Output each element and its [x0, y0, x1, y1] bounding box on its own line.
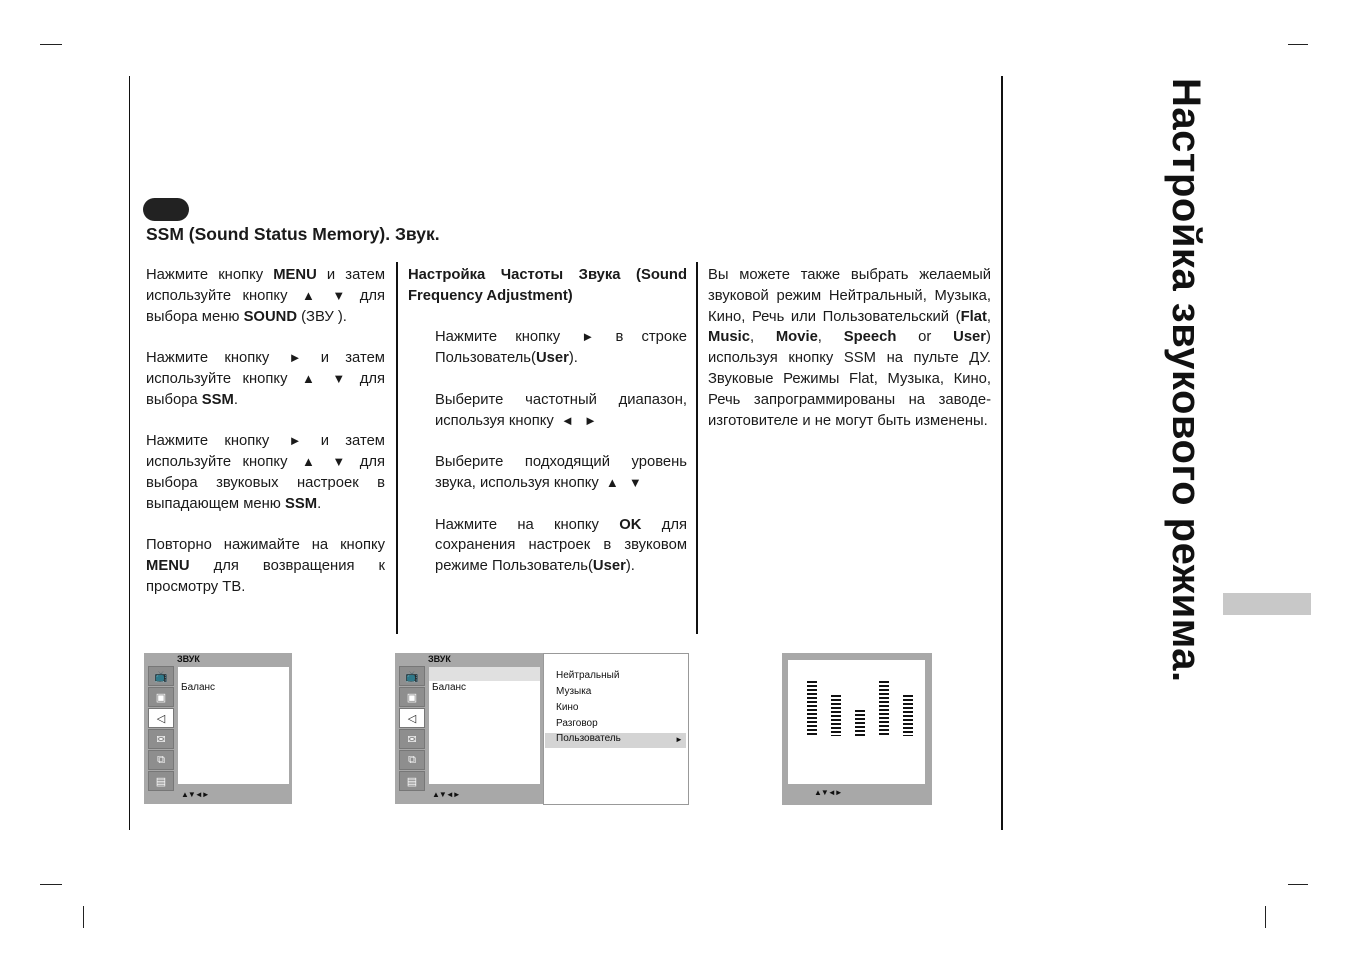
step-1: Нажмите кнопку MENU и затем используйте кнопку ▲ ▼ для выбора меню SOUND (ЗВУ ).	[146, 267, 385, 325]
column-divider-2	[696, 262, 698, 634]
up-arrow-icon: ▲	[301, 287, 315, 303]
right-arrow-icon: ►	[288, 433, 302, 449]
picture-icon: ▣	[148, 687, 174, 707]
down-arrow-icon: ▼	[332, 370, 346, 386]
option-neutral[interactable]: Нейтральный	[556, 670, 620, 681]
osd-sound-menu	[144, 653, 292, 804]
equalizer-band-1[interactable]	[807, 681, 817, 736]
sound-icon: ◁	[148, 708, 174, 728]
sound-icon: ◁	[399, 708, 425, 728]
osd-ssm-menu	[395, 653, 543, 804]
sub-step-4: Нажмите на кнопку OK для сохранения настроек в звуковом режиме Пользователь(User).	[435, 516, 687, 575]
submenu-arrow-icon: ►	[675, 735, 683, 744]
left-arrow-icon: ◄	[560, 412, 574, 428]
balance-item: Баланс	[181, 682, 216, 693]
option-cinema[interactable]: Кино	[556, 702, 579, 713]
osd-pane	[429, 667, 540, 784]
option-user[interactable]: Пользователь	[556, 733, 621, 744]
osd-caption: ЗВУК	[177, 654, 200, 664]
nav-arrows-icon: ▲▼◄►	[181, 790, 209, 799]
up-arrow-icon: ▲	[301, 370, 315, 386]
pip-icon: ⧉	[399, 750, 425, 770]
step-4: Повторно нажимайте на кнопку MENU для возвращения к просмотру ТВ.	[146, 537, 385, 595]
up-arrow-icon: ▲	[605, 474, 619, 490]
balance-item: Баланс	[432, 682, 467, 693]
osd-caption: ЗВУК	[428, 654, 451, 664]
osd-equalizer	[782, 653, 932, 805]
crop-mark	[40, 44, 62, 45]
tv-icon: 📺	[399, 666, 425, 686]
right-margin-line	[1001, 76, 1003, 830]
down-arrow-icon: ▼	[628, 474, 642, 490]
step-3: Нажмите кнопку ► и затем используйте кнопку ▲ ▼ для выбора звуковых настроек в выпадающем меню SSM.	[146, 433, 385, 512]
crop-mark	[40, 884, 62, 885]
page-vertical-title: Настройка звукового режима.	[1164, 78, 1208, 683]
down-arrow-icon: ▼	[332, 454, 346, 470]
option-speech[interactable]: Разговор	[556, 718, 598, 729]
nav-arrows-icon: ▲▼◄►	[814, 788, 842, 797]
crop-mark	[1288, 884, 1308, 885]
instructions-column-3	[708, 265, 991, 452]
step-2: Нажмите кнопку ► и затем используйте кнопку ▲ ▼ для выбора SSM.	[146, 350, 385, 408]
ssm-highlight	[429, 667, 540, 681]
equalizer-band-4[interactable]	[879, 681, 889, 736]
crop-mark	[1288, 44, 1308, 45]
left-margin-line	[129, 76, 130, 830]
lock-icon: ▤	[399, 771, 425, 791]
column-divider-1	[396, 262, 398, 634]
right-arrow-icon: ►	[583, 412, 597, 428]
sound-mode-note: Вы можете также выбрать желаемый звуковой режим Нейтральный, Музыка, Кино, Речь или Пользовательский (Flat, Music, Movie, Speech or User) используя кнопку SSM на пульте ДУ. Звуковые Режимы Flat, Музыка, Кино, Речь запрограммированы на заводе-изготовителе и не могут быть изменены.	[708, 267, 991, 429]
sub-step-1: Нажмите кнопку ► в строке Пользователь(User).	[435, 329, 687, 367]
right-arrow-icon: ►	[581, 329, 595, 345]
chapter-tab	[1223, 593, 1311, 615]
down-arrow-icon: ▼	[332, 287, 346, 303]
sub-step-2: Выберите частотный диапазон, используя кнопку ◄ ►	[435, 390, 687, 432]
crop-mark	[83, 906, 84, 928]
up-arrow-icon: ▲	[301, 454, 315, 470]
time-icon: ✉	[148, 729, 174, 749]
equalizer-band-2[interactable]	[831, 695, 841, 736]
time-icon: ✉	[399, 729, 425, 749]
pip-icon: ⧉	[148, 750, 174, 770]
right-arrow-icon: ►	[288, 350, 302, 366]
instructions-column-2	[408, 265, 687, 598]
lock-icon: ▤	[148, 771, 174, 791]
equalizer-pane	[788, 660, 925, 784]
column-2-heading: Настройка Частоты Звука (Sound Frequency Adjustment)	[408, 267, 687, 304]
section-marker	[143, 198, 189, 221]
ssm-dropdown	[543, 653, 689, 805]
equalizer-bars	[803, 678, 913, 738]
crop-mark	[1265, 906, 1266, 928]
equalizer-band-3[interactable]	[855, 710, 865, 736]
equalizer-band-5[interactable]	[903, 695, 913, 736]
tv-icon: 📺	[148, 666, 174, 686]
option-music[interactable]: Музыка	[556, 686, 592, 697]
section-title: SSM (Sound Status Memory). Звук.	[146, 224, 440, 244]
instructions-column-1	[146, 265, 385, 619]
sub-step-3: Выберите подходящий уровень звука, используя кнопку ▲ ▼	[435, 452, 687, 494]
osd-pane	[178, 667, 289, 784]
nav-arrows-icon: ▲▼◄►	[432, 790, 460, 799]
picture-icon: ▣	[399, 687, 425, 707]
